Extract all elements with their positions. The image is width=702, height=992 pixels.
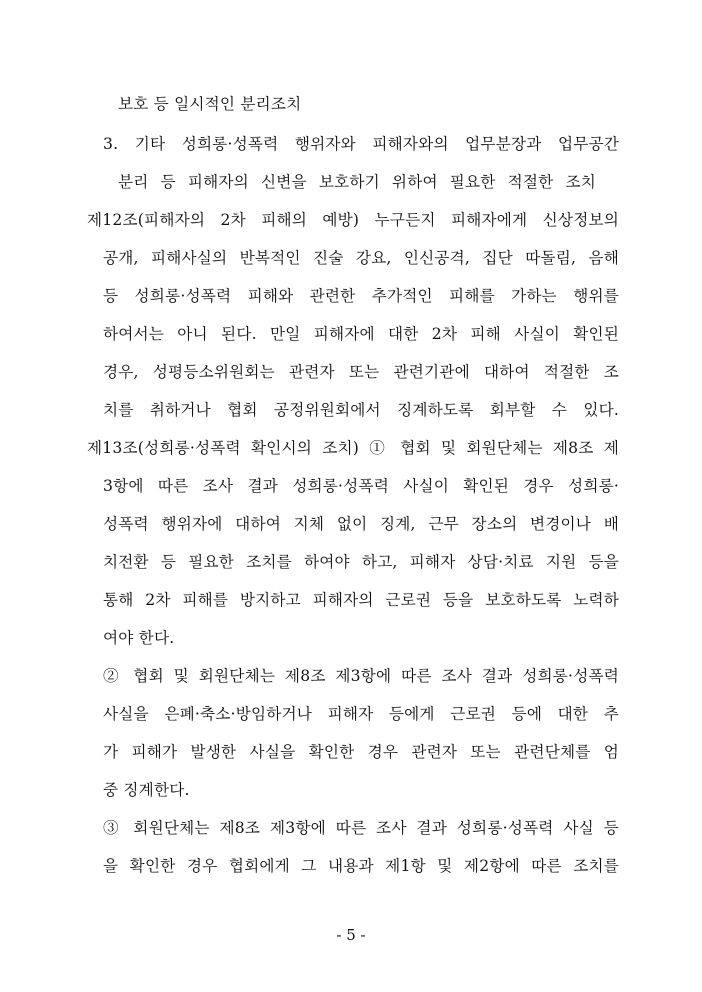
text-line: 여야 한다. [103,629,175,647]
text-line: 3항에 따른 조사 결과 성희롱·성폭력 사실이 확인된 경우 성희롱· [103,477,619,495]
text-line: 하여서는 아니 된다. 만일 피해자에 대한 2차 피해 사실이 확인된 [103,325,619,343]
text-line: 성폭력 행위자에 대하여 지체 없이 징계, 근무 장소의 변경이나 배 [103,515,619,533]
text-line: 치전환 등 필요한 조치를 하여야 하고, 피해자 상담·치료 지원 등을 [103,553,619,571]
text-line: 치를 취하거나 협회 공정위원회에서 징계하도록 회부할 수 있다. [103,401,619,419]
text-line: 경우, 성평등소위원회는 관련자 또는 관련기관에 대하여 적절한 조 [103,363,619,381]
page-number: - 5 - [336,926,366,944]
text-line: 분리 등 피해자의 신변을 보호하기 위하여 필요한 적절한 조치 [118,173,596,191]
text-line: 3. 기타 성희롱·성폭력 행위자와 피해자와의 업무분장과 업무공간 [103,135,619,153]
text-line: 을 확인한 경우 협회에게 그 내용과 제1항 및 제2항에 따른 조치를 [103,857,619,875]
text-line: 사실을 은폐·축소·방임하거나 피해자 등에게 근로권 등에 대한 추 [103,705,619,723]
text-line: 통해 2차 피해를 방지하고 피해자의 근로권 등을 보호하도록 노력하 [103,591,619,609]
article-12-heading: 제12조(피해자의 2차 피해의 예방) 누구든지 피해자에게 신상정보의 [87,211,619,229]
paragraph-2-start: ② 협회 및 회원단체는 제8조 제3항에 따른 조사 결과 성희롱·성폭력 [103,667,619,685]
text-line: 등 성희롱·성폭력 피해와 관련한 추가적인 피해를 가하는 행위를 [103,287,619,305]
text-line: 보호 등 일시적인 분리조치 [118,95,302,113]
text-line: 중 징계한다. [103,781,190,799]
paragraph-3-start: ③ 회원단체는 제8조 제3항에 따른 조사 결과 성희롱·성폭력 사실 등 [103,819,619,837]
text-line: 가 피해가 발생한 사실을 확인한 경우 관련자 또는 관련단체를 엄 [103,743,619,761]
text-line: 공개, 피해사실의 반복적인 진술 강요, 인신공격, 집단 따돌림, 음해 [103,249,619,267]
article-13-heading: 제13조(성희롱·성폭력 확인시의 조치) ① 협회 및 회원단체는 제8조 제 [87,439,619,457]
